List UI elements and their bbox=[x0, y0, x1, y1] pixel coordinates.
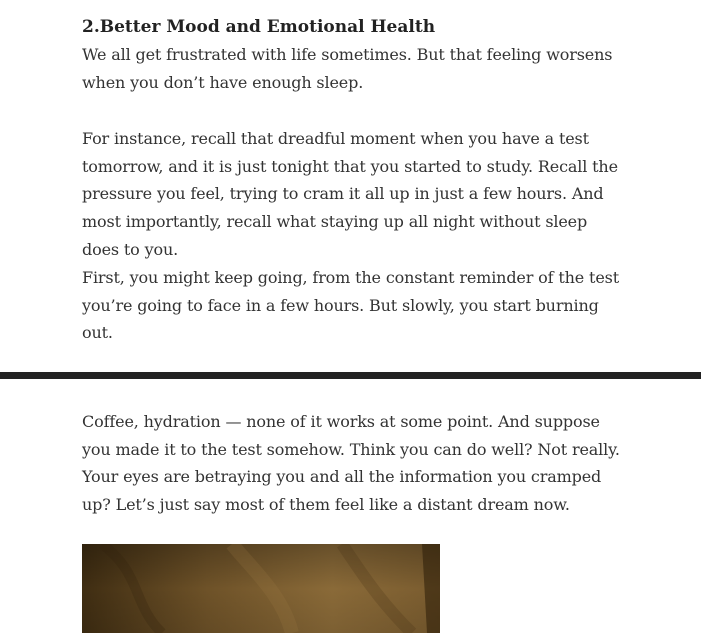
paragraph-block-4 bbox=[82, 408, 627, 519]
section-divider bbox=[0, 372, 701, 379]
paragraph-block-3 bbox=[82, 264, 627, 347]
section-heading: 2.Better Mood and Emotional Health bbox=[82, 17, 436, 37]
paragraph-block-2 bbox=[82, 125, 627, 264]
paragraph-burnout: First, you might keep going, from the constant reminder of the test you’re going to face in a few hours. But slowly, you start burning out. bbox=[82, 268, 619, 343]
paragraph-instance: For instance, recall that dreadful moment when you have a test tomorrow, and it is just tonight that you started to study. Recall the pressure you feel, trying to cram it all up in just a few hours. And most importantly, recall what staying up all night without sleep does to you. bbox=[82, 129, 618, 259]
section-block-mood bbox=[82, 16, 627, 96]
photo-illustration bbox=[82, 544, 440, 633]
paragraph-intro: We all get frustrated with life sometimes. But that feeling worsens when you don’t have enough sleep. bbox=[82, 45, 613, 92]
paragraph-coffee: Coffee, hydration — none of it works at some point. And suppose you made it to the test somehow. Think you can do well? Not really. Your eyes are betraying you and all the information you cramped up? Let’s just say most of them feel like a distant dream now. bbox=[82, 412, 620, 515]
article-photo bbox=[82, 544, 440, 633]
